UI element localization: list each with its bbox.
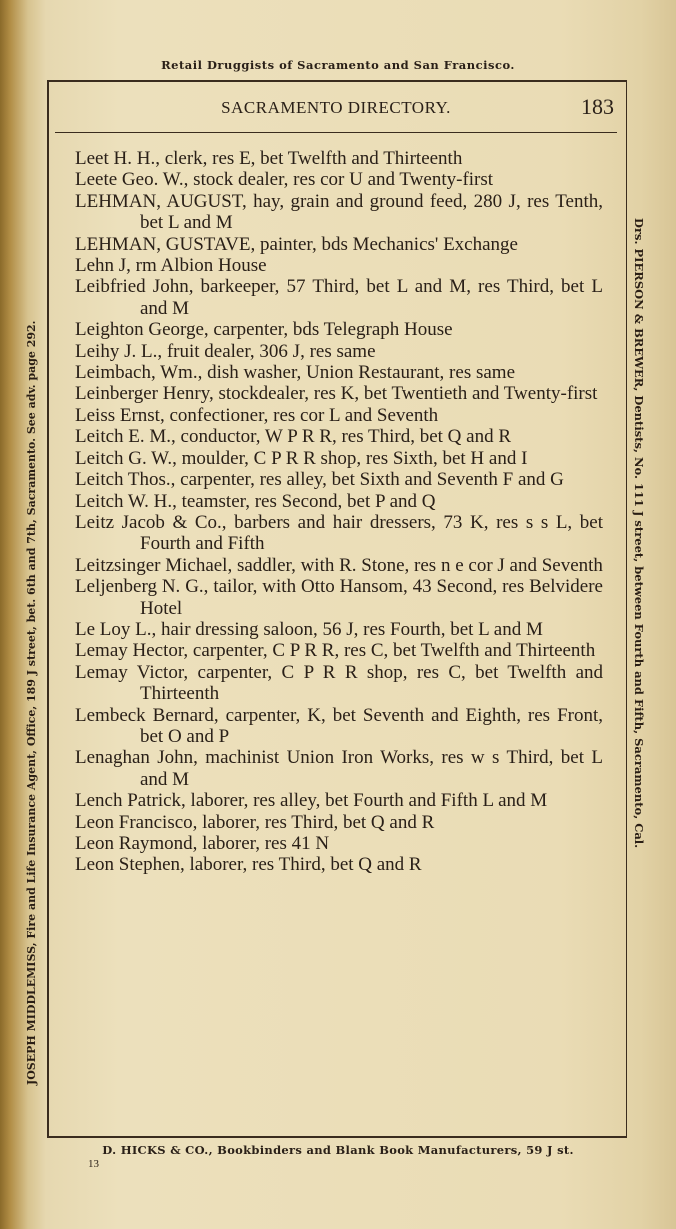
- directory-entry: Leighton George, carpenter, bds Telegraph House: [75, 319, 453, 341]
- directory-entry: Leitch G. W., moulder, C P R R shop, res Sixth, bet H and I: [75, 447, 528, 469]
- directory-entry: Leimbach, Wm., dish washer, Union Restaurant, res same: [75, 362, 515, 384]
- directory-entry: Leet H. H., clerk, res E, bet Twelfth and Thirteenth: [75, 148, 463, 169]
- directory-entry: Leihy J. L., fruit dealer, 306 J, res same: [75, 340, 376, 362]
- directory-entry: LEHMAN, GUSTAVE, painter, bds Mechanics' Exchange: [75, 233, 518, 255]
- directory-entry: Leete Geo. W., stock dealer, res cor U and Twenty-first: [75, 169, 494, 191]
- directory-entry: Leitch E. M., conductor, W P R R, res Third, bet Q and R: [75, 426, 512, 448]
- directory-entry: Le Loy L., hair dressing saloon, 56 J, res Fourth, bet L and M: [75, 618, 543, 640]
- directory-entry: Lehn J, rm Albion House: [75, 255, 267, 277]
- directory-entry: Lembeck Bernard, carpenter, K, bet Seventh and Eighth, res Front, bet O and P: [75, 704, 603, 747]
- directory-entry: Lench Patrick, laborer, res alley, bet Fourth and Fifth L and M: [75, 790, 548, 812]
- directory-entry: Leitch W. H., teamster, res Second, bet P and Q: [75, 490, 436, 512]
- directory-entry: Leitzsinger Michael, saddler, with R. Stone, res n e cor J and Seventh: [75, 554, 603, 576]
- directory-entries: [75, 148, 603, 876]
- directory-entry: Lenaghan John, machinist Union Iron Works, res w s Third, bet L and M: [75, 747, 603, 790]
- top-advertisement-banner: Retail Druggists of Sacramento and San Francisco.: [161, 58, 515, 72]
- page-header: [55, 92, 617, 133]
- directory-entry: Leitch Thos., carpenter, res alley, bet Sixth and Seventh F and G: [75, 469, 564, 491]
- page-number: 183: [581, 94, 614, 119]
- running-title: SACRAMENTO DIRECTORY.: [221, 98, 451, 117]
- bottom-advertisement-banner: D. HICKS & CO., Bookbinders and Blank Book Manufacturers, 59 J st.: [102, 1143, 574, 1157]
- signature-mark: 13: [88, 1158, 99, 1170]
- directory-entry: Leon Raymond, laborer, res 41 N: [75, 833, 330, 854]
- directory-entry: Leon Francisco, laborer, res Third, bet Q and R: [75, 811, 435, 833]
- directory-entry: Leinberger Henry, stockdealer, res K, bet Twentieth and Twenty-first: [75, 383, 598, 405]
- directory-entry: Lemay Hector, carpenter, C P R R, res C, bet Twelfth and Thirteenth: [75, 640, 596, 662]
- directory-entry: LEHMAN, AUGUST, hay, grain and ground feed, 280 J, res Tenth, bet L and M: [75, 190, 603, 234]
- right-margin-advertisement: Drs. PIERSON & BREWER, Dentists, No. 111 J street, between Fourth and Fifth, Sacramento, Cal.: [632, 218, 646, 849]
- directory-entry: Leljenberg N. G., tailor, with Otto Hansom, 43 Second, res Belvidere Hotel: [75, 576, 603, 619]
- directory-entry: Leibfried John, barkeeper, 57 Third, bet L and M, res Third, bet L and M: [75, 276, 603, 319]
- directory-entry: Leon Stephen, laborer, res Third, bet Q and R: [75, 854, 422, 876]
- left-margin-advertisement: JOSEPH MIDDLEMISS, Fire and Life Insurance Agent, Office, 189 J street, bet. 6th and 7th, Sacramento. See adv. page 292.: [25, 320, 38, 1085]
- directory-entry: Leiss Ernst, confectioner, res cor L and Seventh: [75, 404, 439, 426]
- directory-entry: Lemay Victor, carpenter, C P R R shop, res C, bet Twelfth and Thirteenth: [75, 661, 603, 705]
- directory-entry: Leitz Jacob & Co., barbers and hair dressers, 73 K, res s s L, bet Fourth and Fifth: [75, 511, 603, 555]
